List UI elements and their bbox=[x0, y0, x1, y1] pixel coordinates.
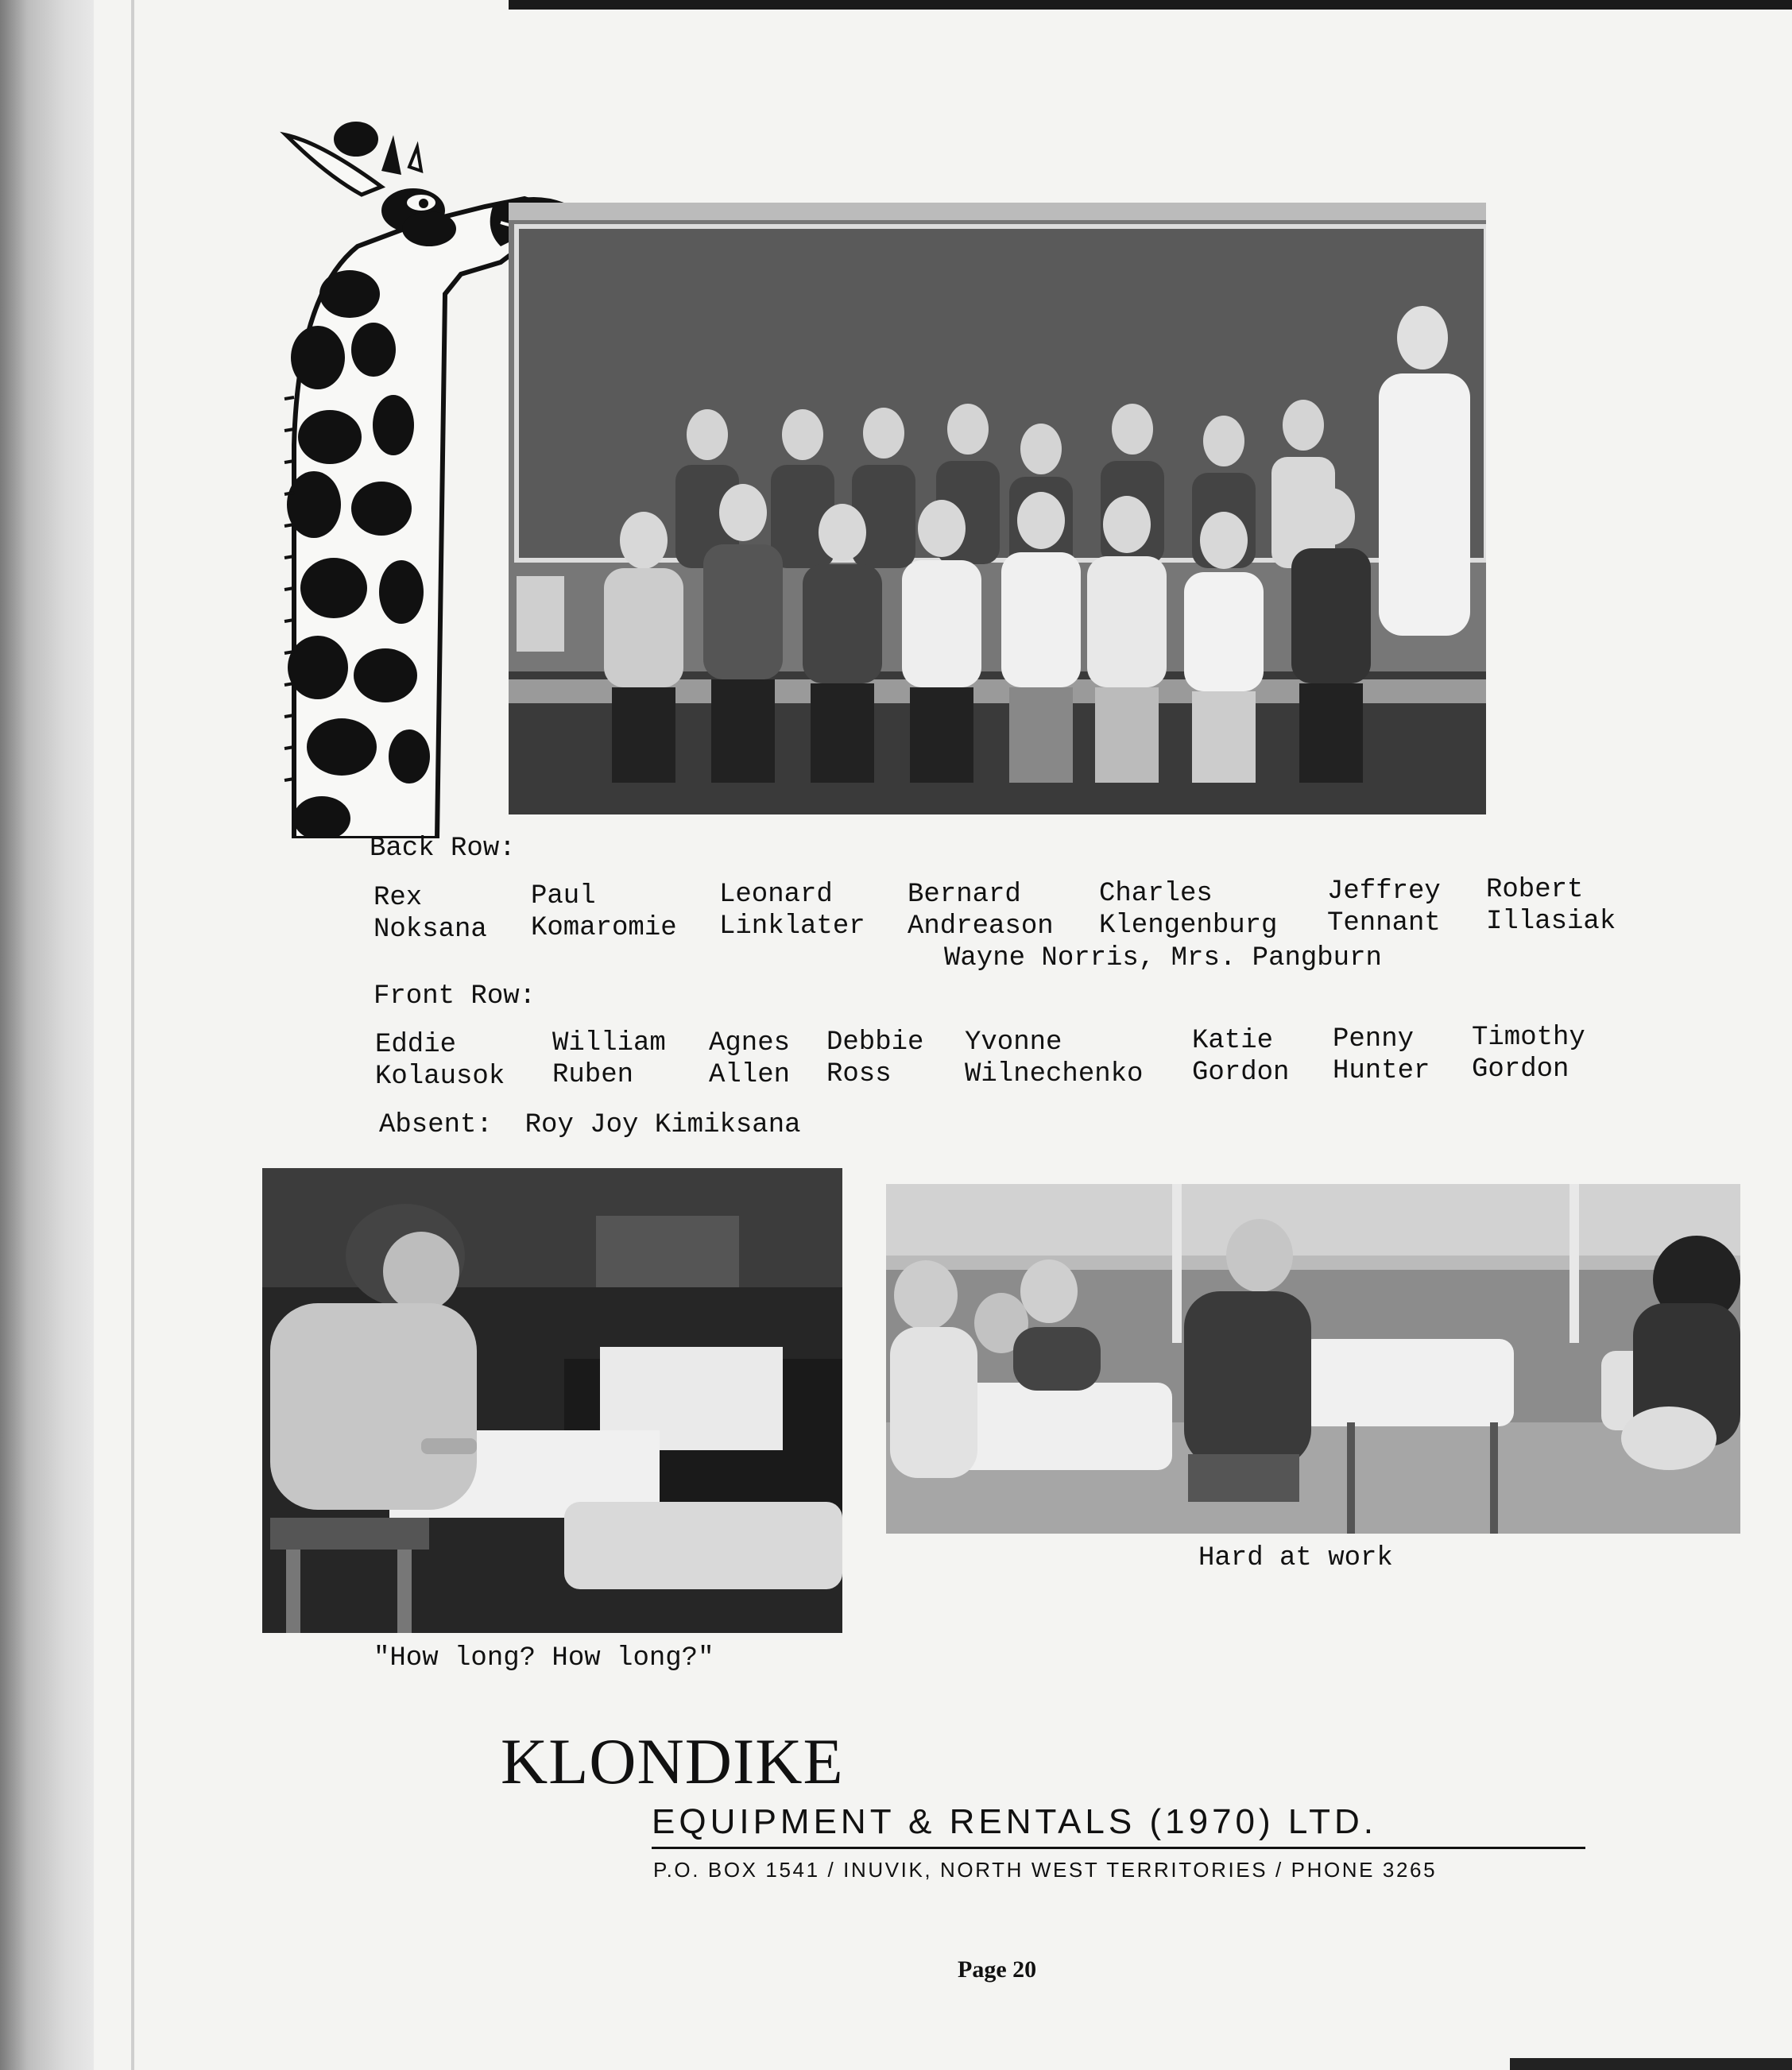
class-photo bbox=[509, 203, 1486, 814]
right-photo-caption: Hard at work bbox=[1198, 1543, 1393, 1573]
ad-tagline: EQUIPMENT & RENTALS (1970) LTD. bbox=[652, 1802, 1585, 1849]
front-row-student: Debbie Ross bbox=[826, 1027, 924, 1089]
front-row-student: William Ruben bbox=[552, 1028, 666, 1090]
front-row-student: Eddie Kolausok bbox=[375, 1030, 505, 1092]
front-row-student: Agnes Allen bbox=[709, 1028, 791, 1090]
back-row-extra-names: Wayne Norris, Mrs. Pangburn bbox=[944, 943, 1382, 973]
front-row-student: Timothy Gordon bbox=[1472, 1023, 1585, 1085]
back-row-student: Jeffrey Tennant bbox=[1327, 876, 1441, 938]
left-photo-caption: "How long? How long?" bbox=[373, 1643, 714, 1673]
back-row-student: Leonard Linklater bbox=[719, 880, 865, 942]
back-row-student: Charles Klengenburg bbox=[1099, 879, 1278, 941]
absent-label: Absent: bbox=[379, 1110, 493, 1140]
back-row-label: Back Row: bbox=[370, 834, 516, 864]
hard-at-work-photo bbox=[886, 1184, 1740, 1534]
front-row-student: Katie Gordon bbox=[1192, 1026, 1290, 1088]
front-row-student: Yvonne Wilnechenko bbox=[965, 1027, 1144, 1089]
absent-line bbox=[379, 1109, 801, 1141]
back-row-student: Rex Noksana bbox=[373, 883, 487, 945]
front-row-label: Front Row: bbox=[373, 981, 536, 1012]
student-writing-photo bbox=[262, 1168, 842, 1633]
front-row-student: Penny Hunter bbox=[1333, 1024, 1430, 1086]
scan-top-strip bbox=[509, 0, 1792, 10]
absent-names: Roy Joy Kimiksana bbox=[524, 1110, 801, 1140]
scan-bottom-strip bbox=[1510, 2058, 1792, 2070]
back-row-student: Paul Komaromie bbox=[531, 881, 677, 943]
page-number: Page 20 bbox=[958, 1956, 1037, 1983]
ad-address: P.O. BOX 1541 / INUVIK, NORTH WEST TERRITORIES / PHONE 3265 bbox=[653, 1858, 1438, 1882]
page-fold-line bbox=[131, 0, 134, 2070]
back-row-student: Bernard Andreason bbox=[908, 880, 1054, 942]
scan-edge bbox=[0, 0, 94, 2070]
ad-brand-name: KLONDIKE bbox=[501, 1725, 844, 1797]
back-row-student: Robert Illasiak bbox=[1486, 875, 1616, 937]
